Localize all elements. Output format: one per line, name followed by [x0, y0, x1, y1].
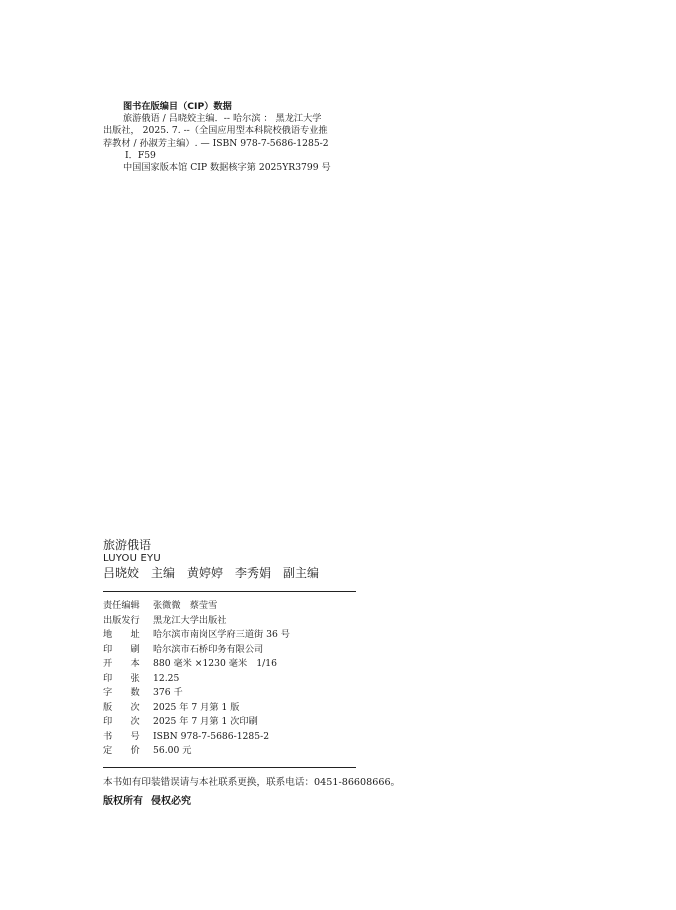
info-row [103, 730, 363, 745]
copyright-statement [103, 795, 199, 808]
info-label: 书 号 [103, 730, 140, 742]
cip-line: 荐教材 / 孙淑芳主编）. — ISBN 978-7-5686-1285-2 [103, 137, 329, 149]
info-label: 开 本 [103, 658, 140, 669]
info-label: 版 次 [103, 701, 140, 713]
cip-line: 旅游俄语 / 吕晓姣主编．-- 哈尔滨 ： 黑龙江大学 [123, 113, 322, 125]
info-label: 字 数 [103, 687, 140, 698]
copyright-left: 版权所有 [103, 796, 143, 807]
info-value: 376 千 [153, 687, 183, 698]
info-label: 印 刷 [103, 643, 140, 655]
info-label: 责任编辑 [103, 600, 140, 611]
info-row [103, 657, 363, 672]
divider-top [103, 591, 356, 592]
info-value: 2025 年 7 月第 1 版 [153, 701, 240, 713]
info-row [103, 672, 363, 687]
info-value: 哈尔滨市南岗区学府三道街 36 号 [153, 629, 290, 640]
info-value: 哈尔滨市石桥印务有限公司 [153, 643, 264, 655]
info-value: ISBN 978-7-5686-1285-2 [153, 730, 270, 742]
info-row [103, 686, 363, 701]
info-label: 出版发行 [103, 614, 140, 626]
copyright-right: 侵权必究 [151, 796, 191, 807]
info-row [103, 715, 363, 730]
cip-record-number: 中国国家版本馆 CIP 数据核字第 2025YR3799 号 [123, 162, 331, 174]
info-row [103, 744, 363, 759]
cip-classification: Ⅰ．F59 [125, 149, 156, 161]
info-label: 定 价 [103, 745, 140, 756]
info-value: 张微微 蔡莹雪 [153, 600, 218, 611]
info-row [103, 643, 363, 658]
info-row [103, 701, 363, 716]
divider-bottom [103, 767, 356, 768]
cip-heading: 图书在版编目（CIP）数据 [123, 101, 232, 112]
deputy-editors: 黄婷婷 李秀娟 副主编 [187, 566, 320, 580]
publication-info [103, 599, 363, 759]
info-value: 56.00 元 [153, 745, 192, 756]
book-title: 旅游俄语 [103, 538, 152, 552]
info-value: 黑龙江大学出版社 [153, 614, 227, 626]
cip-line: 出版社， 2025. 7. --（全国应用型本科院校俄语专业推 [103, 125, 328, 137]
info-label: 印 张 [103, 672, 140, 684]
chief-editor: 吕晓姣 主编 [103, 566, 176, 580]
info-row [103, 599, 363, 614]
info-value: 2025 年 7 月第 1 次印刷 [153, 716, 258, 727]
book-title-pinyin: LUYOU EYU [103, 553, 161, 564]
info-value: 12.25 [153, 672, 180, 684]
info-label: 印 次 [103, 716, 140, 727]
info-row [103, 628, 363, 643]
cip-block [103, 101, 363, 174]
info-value: 880 毫米 ×1230 毫米 1/16 [153, 658, 277, 669]
info-row [103, 614, 363, 629]
book-title-block [103, 538, 363, 582]
replacement-notice: 本书如有印装错误请与本社联系更换，联系电话：0451-86608666。 [103, 777, 401, 788]
info-label: 地 址 [103, 629, 140, 640]
editors-line [103, 565, 363, 582]
